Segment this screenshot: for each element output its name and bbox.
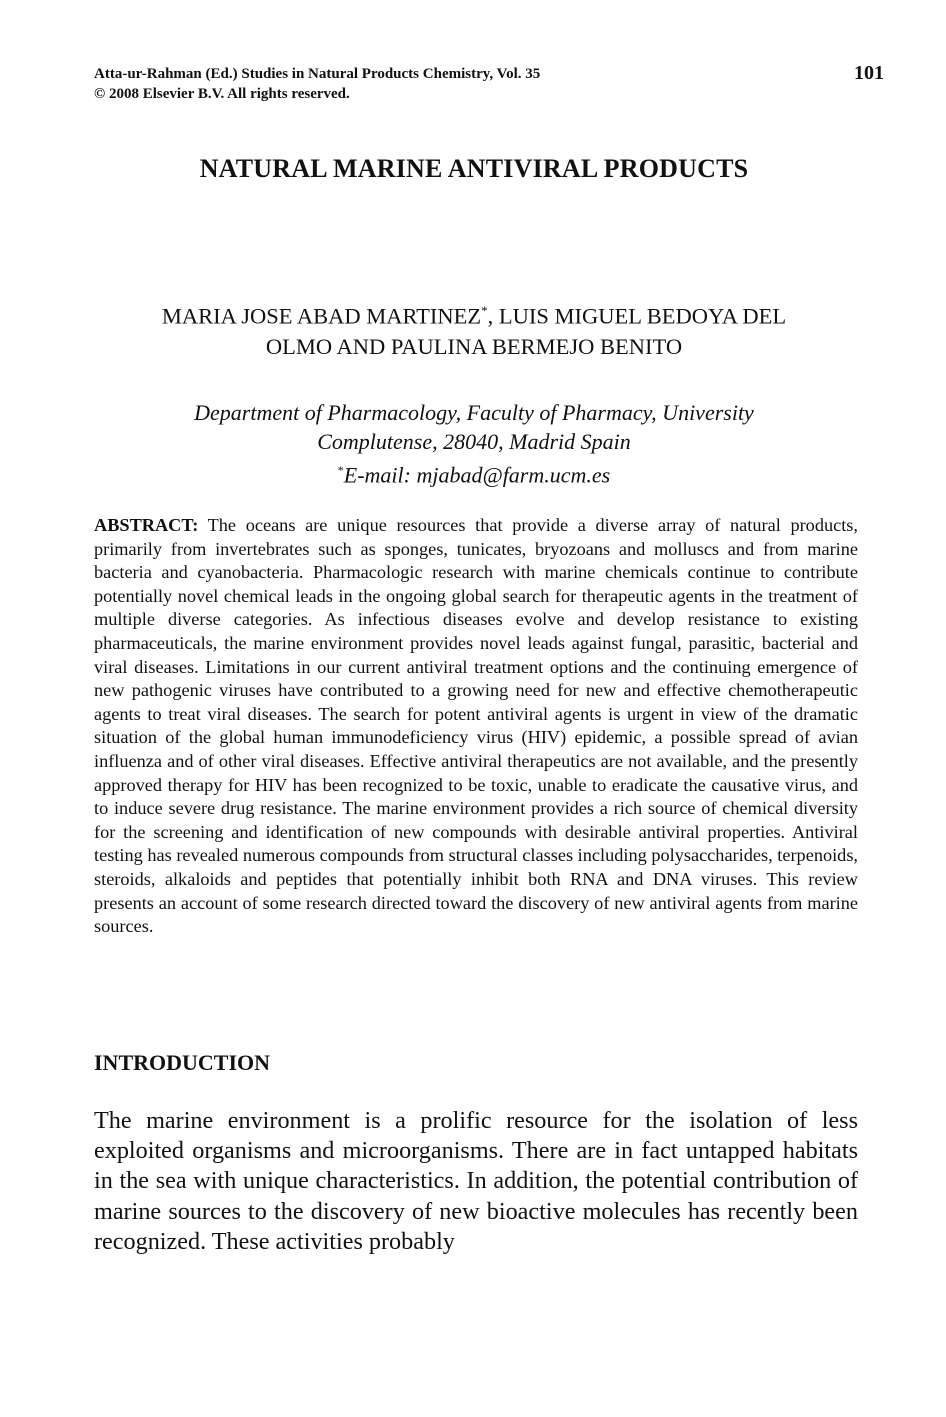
author-line-1 — [94, 296, 854, 332]
corresponding-author-mark: * — [481, 303, 488, 318]
page-number: 101 — [854, 62, 884, 84]
running-header — [94, 64, 884, 104]
abstract — [94, 514, 858, 939]
affiliation-block — [94, 398, 854, 489]
corresponding-author: MARIA JOSE ABAD MARTINEZ — [161, 303, 482, 329]
article-title: NATURAL MARINE ANTIVIRAL PRODUCTS — [199, 154, 749, 183]
abstract-label: ABSTRACT: — [94, 515, 199, 535]
affiliation-line-2: Complutense, 28040, Madrid Spain — [317, 429, 631, 454]
author-list — [94, 296, 854, 362]
email-mark: * — [337, 463, 344, 477]
introduction-paragraph: The marine environment is a prolific resource for the isolation of less exploited organisms and microorganisms. There are in fact untapped habitats in the sea with unique characteristics. In addition, the potential contribution of marine sources to the discovery of new bioactive molecules has recently been recognized. These activities probably — [94, 1107, 858, 1255]
series-citation: Atta-ur-Rahman (Ed.) Studies in Natural Products Chemistry, Vol. 35 — [94, 66, 541, 82]
copyright-notice: © 2008 Elsevier B.V. All rights reserved. — [94, 86, 350, 102]
co-authors-part-1: , LUIS MIGUEL BEDOYA DEL — [487, 303, 787, 329]
contact-email — [94, 456, 854, 489]
abstract-text: The oceans are unique resources that provide a diverse array of natural products, primarily from invertebrates such as sponges, tunicates, bryozoans and molluscs and from marine bacteria and cyanobacteria. Pharmacologic research with marine chemicals continue to contribute potentially novel chemical leads in the ongoing global search for therapeutic agents in the treatment of multiple diverse categories. As infectious diseases evolve and develop resistance to existing pharmaceuticals, the marine environment provides novel leads against fungal, parasitic, bacterial and viral diseases. Limitations in our current antiviral treatment options and the continuing emergence of new pathogenic viruses have contributed to a growing need for new and effective chemotherapeutic agents to treat viral diseases. The search for potent antiviral agents is urgent in view of the dramatic situation of the global human immunodeficiency virus (HIV) epidemic, a possible spread of avian influenza and of other viral diseases. Effective antiviral therapeutics are not available, and the presently approved therapy for HIV has been recognized to be toxic, unable to eradicate the causative virus, and to induce severe drug resistance. The marine environment provides a rich source of chemical diversity for the screening and identification of new compounds with desirable antiviral properties. Antiviral testing has revealed numerous compounds from structural classes including polysaccharides, terpenoids, steroids, alkaloids and peptides that potentially inhibit both RNA and DNA viruses. This review presents an account of some research directed toward the discovery of new antiviral agents from marine sources. — [94, 515, 858, 937]
email-text: E-mail: mjabad@farm.ucm.es — [343, 462, 611, 488]
author-line-2: OLMO AND PAULINA BERMEJO BENITO — [265, 333, 683, 359]
introduction-heading: INTRODUCTION — [94, 1050, 271, 1075]
affiliation-line-1: Department of Pharmacology, Faculty of Pharmacy, University — [194, 400, 754, 425]
